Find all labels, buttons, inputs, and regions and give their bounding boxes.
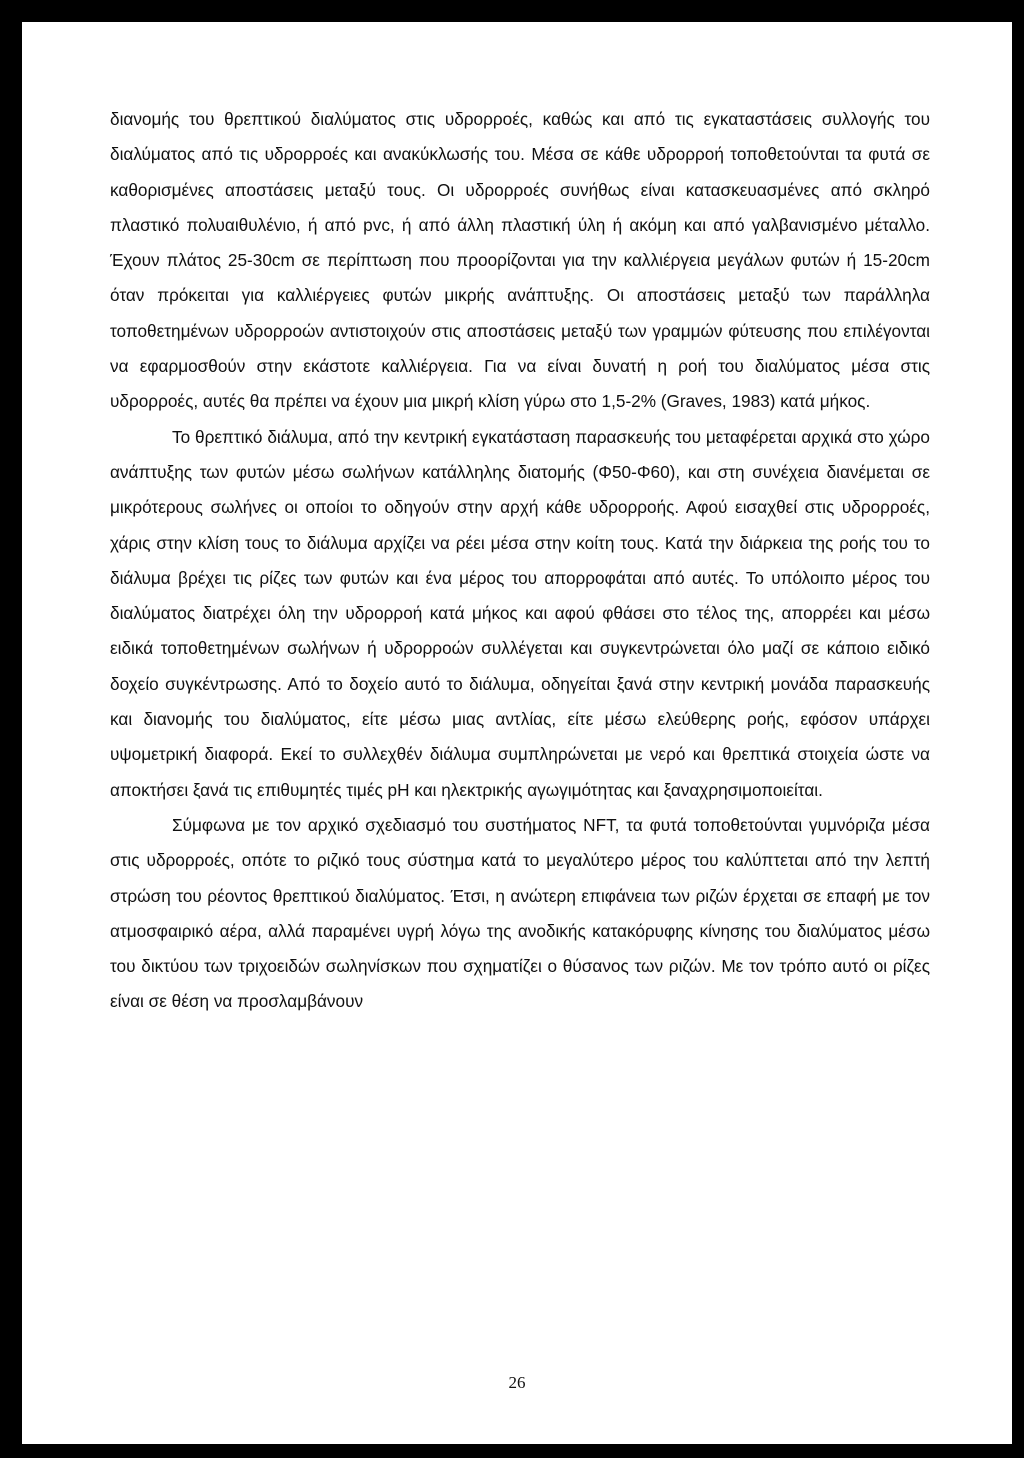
paragraph-1: διανομής του θρεπτικού διαλύματος στις υδρορροές, καθώς και από τις εγκαταστάσεις συλλογής του διαλύματος από τις υδρορροές και ανακύκλωσής του. Μέσα σε κάθε υδρορροή τοποθετούνται τα φυτά σε καθορισμένες αποστάσεις μεταξύ τους. Οι υδρορροές συνήθως είναι κατασκευασμένες από σκληρό πλαστικό πολυαιθυλένιο, ή από pvc, ή από άλλη πλαστική ύλη ή ακόμη και από γαλβανισμένο μέταλλο. Έχουν πλάτος 25-30cm σε περίπτωση που προορίζονται για την καλλιέργεια μεγάλων φυτών ή 15-20cm όταν πρόκειται για καλλιέργειες φυτών μικρής ανάπτυξης. Οι αποστάσεις μεταξύ των παράλληλα τοποθετημένων υδρορροών αντιστοιχούν στις αποστάσεις μεταξύ των γραμμών φύτευσης που επιλέγονται να εφαρμοσθούν στην εκάστοτε καλλιέργεια. Για να είναι δυνατή η ροή του διαλύματος μέσα στις υδρορροές, αυτές θα πρέπει να έχουν μια μικρή κλίση γύρω στο 1,5-2% (Graves, 1983) κατά μήκος. (110, 109, 930, 412)
page-number: 26 (508, 1373, 526, 1392)
document-page (22, 22, 1012, 1444)
paragraph-3: Σύμφωνα με τον αρχικό σχεδιασμό του συστήματος NFT, τα φυτά τοποθετούνται γυμνόριζα μέσα στις υδρορροές, οπότε το ριζικό τους σύστημα κατά το μεγαλύτερο μέρος του καλύπτεται από την λεπτή στρώση του ρέοντος θρεπτικού διαλύματος. Έτσι, η ανώτερη επιφάνεια των ριζών έρχεται σε επαφή με τον ατμοσφαιρικό αέρα, αλλά παραμένει υγρή λόγω της ανοδικής κατακόρυφης κίνησης του διαλύματος μέσω του δικτύου των τριχοειδών σωληνίσκων που σχηματίζει ο θύσανος των ριζών. Με τον τρόπο αυτό οι ρίζες είναι σε θέση να προσλαμβάνουν (110, 814, 930, 1012)
body-text (110, 102, 930, 1020)
paragraph-2: Το θρεπτικό διάλυμα, από την κεντρική εγκατάσταση παρασκευής του μεταφέρεται αρχικά στο χώρο ανάπτυξης των φυτών μέσω σωλήνων κατάλληλης διατομής (Φ50-Φ60), και στη συνέχεια διανέμεται σε μικρότερους σωλήνες οι οποίοι το οδηγούν στην αρχή κάθε υδρορροής. Αφού εισαχθεί στις υδρορροές, χάρις στην κλίση τους το διάλυμα αρχίζει να ρέει μέσα στην κοίτη τους. Κατά την διάρκεια της ροής του το διάλυμα βρέχει τις ρίζες των φυτών και ένα μέρος του απορροφάται από αυτές. Το υπόλοιπο μέρος του διαλύματος διατρέχει όλη την υδρορροή κατά μήκος και αφού φθάσει στο τέλος της, απορρέει και μέσω ειδικά τοποθετημένων σωλήνων ή υδρορροών συλλέγεται και συγκεντρώνεται όλο μαζί σε κάποιο ειδικό δοχείο συγκέντρωσης. Από το δοχείο αυτό το διάλυμα, οδηγείται ξανά στην κεντρική μονάδα παρασκευής και διανομής του διαλύματος, είτε μέσω μιας αντλίας, είτε μέσω ελεύθερης ροής, εφόσον υπάρχει υψομετρική διαφορά. Εκεί το συλλεχθέν διάλυμα συμπληρώνεται με νερό και θρεπτικά στοιχεία ώστε να αποκτήσει ξανά τις επιθυμητές τιμές pH και ηλεκτρικής αγωγιμότητας και ξαναχρησιμοποιείται. (110, 426, 930, 800)
